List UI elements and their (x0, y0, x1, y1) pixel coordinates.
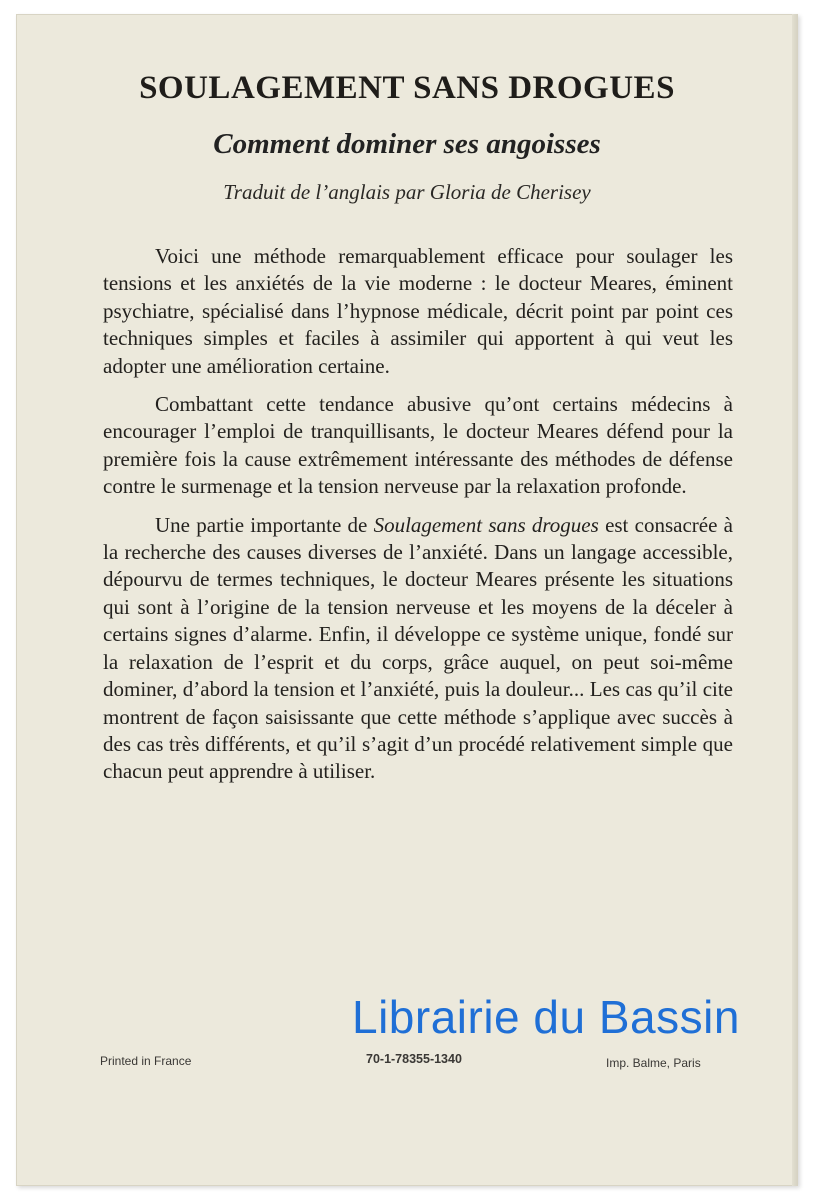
paragraph-3-rest: est consacrée à la recherche des causes diverses de l’anxiété. Dans un langage accessible, dépourvu de termes techniques, le docteur Meares présente les situations qui sont à l’origine de la tension nerveuse et les moyens de la déceler à certains signes d’alarme. Enfin, il développe ce système unique, fondé sur la relaxation de l’esprit et du corps, grâce auquel, on peut soi-même dominer, d’abord la tension et l’anxiété, puis la douleur... Les cas qu’il cite montrent de façon saisissante que cette méthode s’applique avec succès à des cas très différents, et qu’il s’agit d’un procédé relativement simple que chacun peut apprendre à utiliser. (103, 512, 733, 784)
book-title-reference: Soulagement sans drogues (373, 512, 599, 537)
translator-credit: Traduit de l’anglais par Gloria de Cherisey (223, 180, 591, 204)
printed-in: Printed in France (100, 1054, 192, 1068)
blurb-paragraph-1: Voici une méthode remarquablement efficace pour soulager les tensions et les anxiétés de la vie moderne : le docteur Meares, éminent psychiatre, spécialisé dans l’hypnose médicale, décrit point par point ces techniques simples et faciles à assimiler qui apportent à qui veut les adopter une amélioration certaine. (103, 244, 733, 378)
book-title: SOULAGEMENT SANS DROGUES (139, 70, 675, 106)
printer-credit: Imp. Balme, Paris (606, 1056, 701, 1070)
blurb-paragraph-2: Combattant cette tendance abusive qu’ont certains médecins à encourager l’emploi de tranquillisants, le docteur Meares défend pour la première fois la cause extrêmement intéressante des méthodes de défense contre le surmenage et la tension nerveuse par la relaxation profonde. (103, 392, 733, 499)
paragraph-3-start: Une partie importante de (155, 512, 374, 537)
book-subtitle: Comment dominer ses angoisses (213, 128, 601, 160)
isbn-number: 70-1-78355-1340 (366, 1052, 462, 1066)
blurb (103, 243, 733, 797)
blurb-paragraph-3 (103, 512, 733, 786)
seller-watermark: Librairie du Bassin (352, 991, 740, 1043)
